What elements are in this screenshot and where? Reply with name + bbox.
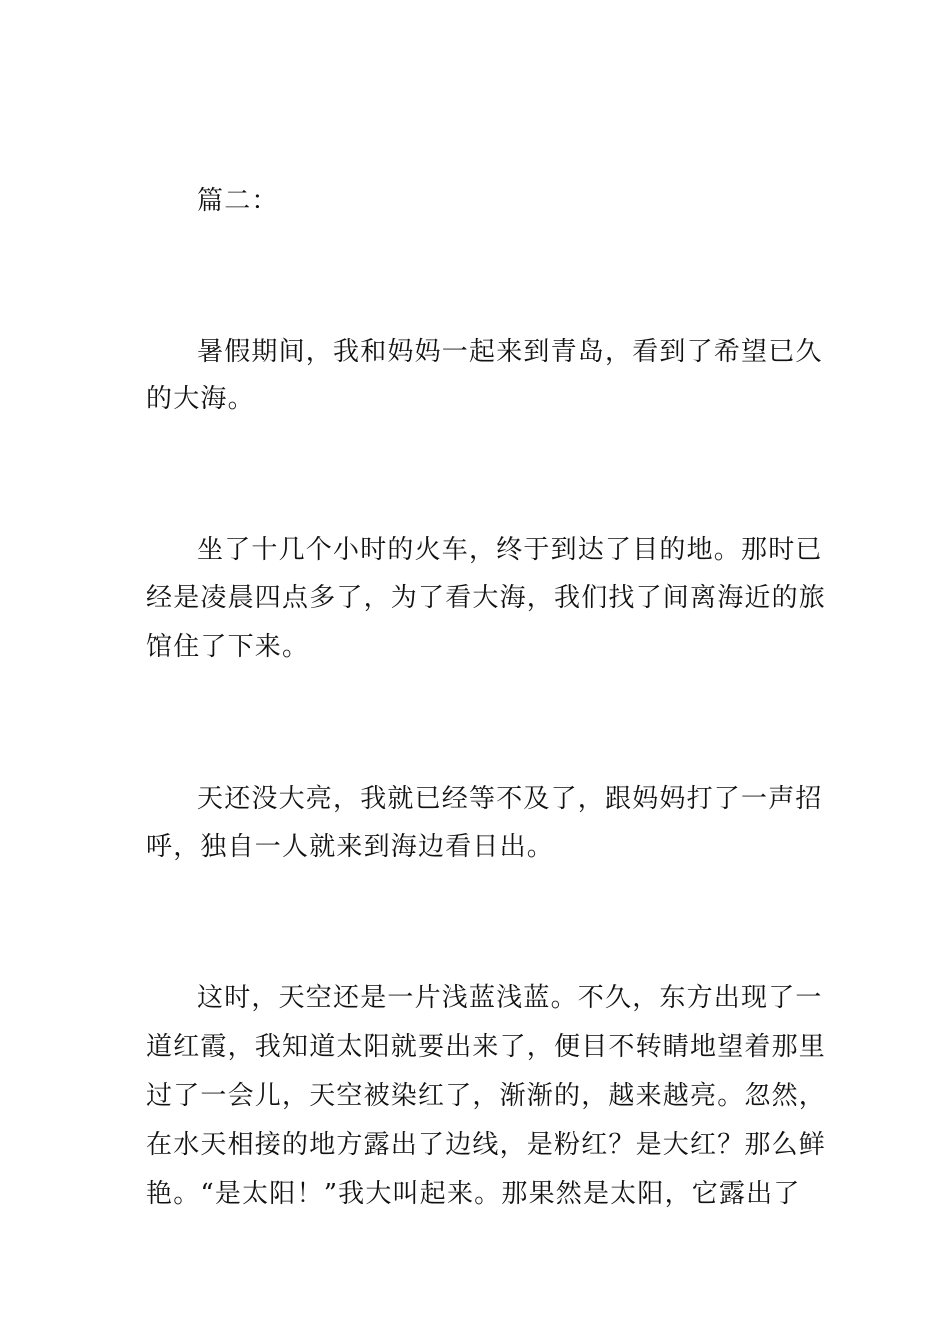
paragraph-line: 经是凌晨四点多了，为了看大海，我们找了间离海近的旅 [146,583,827,613]
paragraph-line: 呼，独自一人就来到海边看日出。 [146,832,555,862]
paragraph-line: 的大海。 [146,384,255,414]
section-heading: 篇二： [197,186,279,216]
paragraph-line: 在水天相接的地方露出了边线，是粉红？是大红？那么鲜 [146,1130,827,1160]
paragraph-line: 暑假期间，我和妈妈一起来到青岛，看到了希望已久 [197,337,823,367]
paragraph-line: 过了一会儿，天空被染红了，渐渐的，越来越亮。忽然， [146,1081,827,1111]
paragraph-line: 艳。“是太阳！”我大叫起来。那果然是太阳，它露出了 [146,1179,801,1209]
paragraph-line: 道红霞，我知道太阳就要出来了，便目不转睛地望着那里 [146,1032,827,1062]
paragraph-line: 坐了十几个小时的火车，终于到达了目的地。那时已 [197,535,823,565]
paragraph-line: 馆住了下来。 [146,632,310,662]
paragraph-line: 这时，天空还是一片浅蓝浅蓝。不久，东方出现了一 [197,983,823,1013]
paragraph-line: 天还没大亮，我就已经等不及了，跟妈妈打了一声招 [197,784,823,814]
